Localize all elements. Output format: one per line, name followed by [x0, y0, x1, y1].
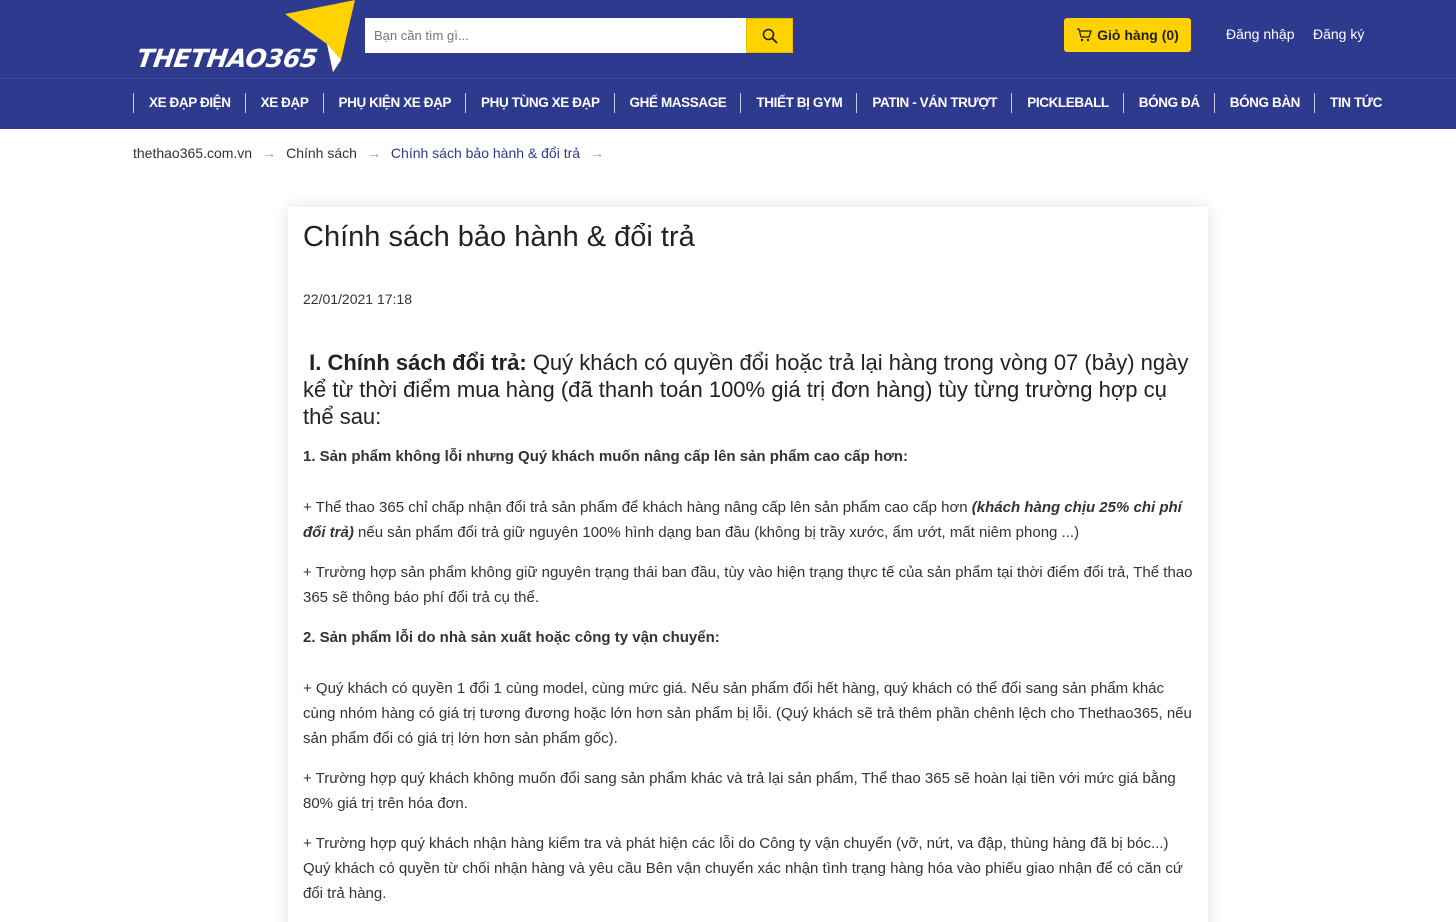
search-bar [365, 18, 793, 53]
paragraph: + Trường hợp quý khách không muốn đổi sang sản phẩm khác và trả lại sản phẩm, Thể thao 365 sẽ hoàn lại tiền với mức giá bằng 80% giá trị trên hóa đơn. [303, 770, 1176, 812]
breadcrumb-policy[interactable]: Chính sách [286, 145, 357, 161]
cart-button[interactable] [1064, 18, 1191, 52]
paragraph-text: + Thể thao 365 chỉ chấp nhận đổi trả sản phẩm để khách hàng nâng cấp lên sản phẩm cao cấp hơn [303, 499, 972, 516]
header [0, 0, 1456, 78]
breadcrumb-current[interactable]: Chính sách bảo hành & đổi trả [390, 145, 581, 161]
page-title: Chính sách bảo hành & đổi trả [303, 221, 695, 253]
paragraph: + Trường hợp quý khách nhận hàng kiểm tra và phát hiện các lỗi do Công ty vận chuyển (vỡ, nứt, va đập, thùng hàng đã bị bóc...) Quý khách có quyền từ chối nhận hàng và yêu cầu Bên vận chuyển xác nhận tình trạng hàng hóa vào phiếu giao nhận để có căn cứ đổi trả hàng. [303, 835, 1183, 902]
article-body [303, 349, 1193, 921]
nav-item-phu-kien-xe-dap[interactable]: PHỤ KIỆN XE ĐẠP [323, 93, 466, 113]
nav-item-xe-dap-dien[interactable]: XE ĐẠP ĐIỆN [133, 93, 245, 113]
main-nav [0, 78, 1456, 129]
paragraph: + Trường hợp sản phẩm không giữ nguyên trạng thái ban đầu, tùy vào hiện trạng thực tế của sản phẩm tại thời điểm đổi trả, Thể thao 365 sẽ thông báo phí đổi trả cụ thể. [303, 564, 1193, 606]
search-button[interactable] [746, 18, 793, 53]
section-heading: 2. Sản phẩm lỗi do nhà sản xuất hoặc công ty vận chuyển: [303, 629, 720, 646]
nav-item-phu-tung-xe-dap[interactable]: PHỤ TÙNG XE ĐẠP [465, 93, 614, 113]
nav-item-xe-dap[interactable]: XE ĐẠP [245, 93, 323, 113]
breadcrumb-separator: → [262, 145, 277, 161]
nav-list [133, 93, 1396, 113]
logo-text: THETHAO365 [134, 44, 320, 73]
breadcrumb-separator: → [590, 145, 605, 161]
lead-paragraph [303, 349, 1193, 430]
search-icon [762, 28, 778, 44]
lead-heading: I. Chính sách đổi trả: [309, 350, 527, 375]
article-date: 22/01/2021 17:18 [303, 291, 412, 307]
search-input[interactable] [365, 18, 747, 53]
paragraph [303, 495, 1193, 545]
nav-item-thiet-bi-gym[interactable]: THIẾT BỊ GYM [740, 93, 856, 113]
cart-icon [1076, 28, 1092, 42]
section-heading: 1. Sản phẩm không lỗi nhưng Quý khách muốn nâng cấp lên sản phẩm cao cấp hơn: [303, 448, 908, 465]
nav-item-pickleball[interactable]: PICKLEBALL [1011, 93, 1123, 113]
site-logo[interactable] [135, 0, 365, 78]
breadcrumb-home[interactable]: thethao365.com.vn [133, 145, 253, 161]
nav-item-ghe-massage[interactable]: GHẾ MASSAGE [614, 93, 741, 113]
breadcrumb-separator: → [366, 145, 381, 161]
paragraph-emphasis: (khách hàng chịu 25% chi phí đổi trả) [303, 499, 1182, 541]
nav-item-bong-da[interactable]: BÓNG ĐÁ [1123, 93, 1214, 113]
register-link[interactable]: Đăng ký [1313, 26, 1365, 42]
login-link[interactable]: Đăng nhập [1226, 26, 1295, 42]
paragraph: + Quý khách có quyền 1 đổi 1 cùng model, cùng mức giá. Nếu sản phẩm đổi hết hàng, quý khách có thể đổi sang sản phẩm khác cùng nhóm hàng có giá trị tương đương hoặc lớn hơn sản phẩm bị lỗi. (Quý khách sẽ trả thêm phần chênh lệch cho Thethao365, nếu sản phẩm đổi có giá trị lớn hơn sản phẩm gốc). [303, 680, 1192, 747]
nav-item-bong-ban[interactable]: BÓNG BÀN [1214, 93, 1314, 113]
lead-text: Quý khách có quyền đổi hoặc trả lại hàng trong vòng 07 (bảy) ngày kể từ thời điểm mua hàng (đã thanh toán 100% giá trị đơn hàng) tùy từng trường hợp cụ thể sau: [303, 350, 1189, 429]
nav-item-patin-van-truot[interactable]: PATIN - VÁN TRƯỢT [856, 93, 1011, 113]
paragraph-text: nếu sản phẩm đổi trả giữ nguyên 100% hình dạng ban đầu (không bị trầy xước, ẩm ướt, mất niêm phong ...) [353, 524, 1080, 541]
cart-label: Giỏ hàng (0) [1097, 27, 1179, 43]
breadcrumb [133, 145, 614, 161]
article-card [288, 207, 1208, 922]
nav-item-tin-tuc[interactable]: TIN TỨC [1314, 93, 1396, 113]
